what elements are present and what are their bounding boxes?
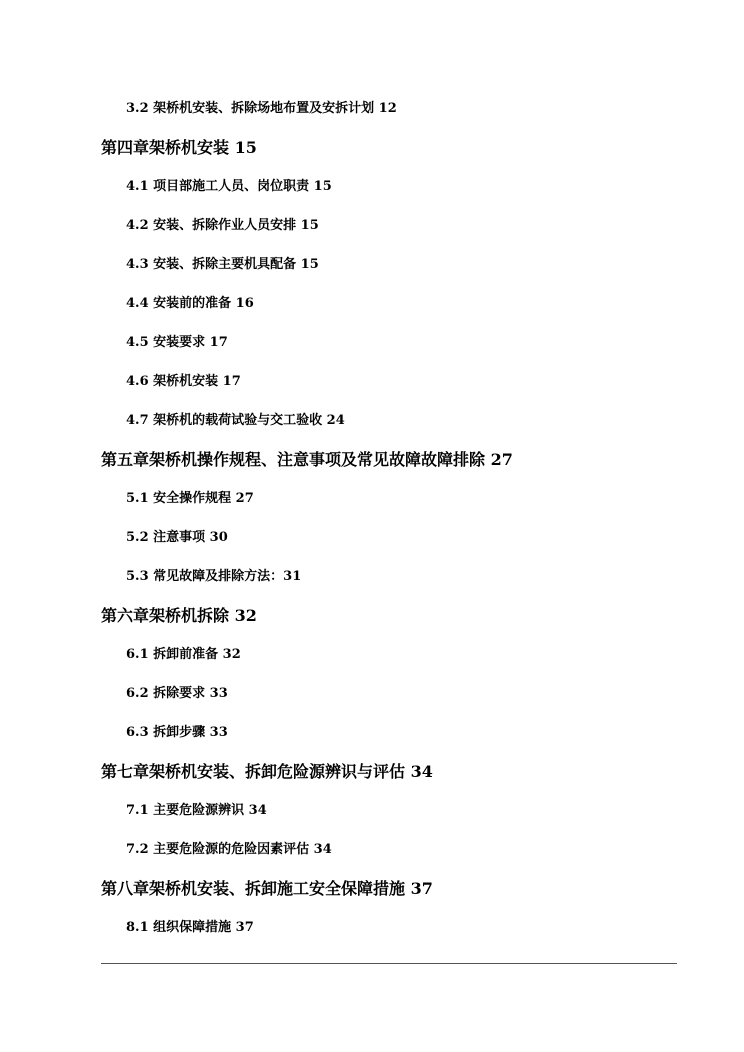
toc-entry-6-3[interactable]: 6.3 拆卸步骤 33 bbox=[126, 725, 228, 740]
toc-entry-4-7[interactable]: 4.7 架桥机的载荷试验与交工验收 24 bbox=[126, 413, 345, 428]
toc-entry-4-6[interactable]: 4.6 架桥机安装 17 bbox=[126, 374, 241, 389]
toc-entry-7-2[interactable]: 7.2 主要危险源的危险因素评估 34 bbox=[126, 842, 332, 857]
toc-entry-8-1[interactable]: 8.1 组织保障措施 37 bbox=[126, 920, 254, 935]
toc-chapter-8[interactable]: 第八章架桥机安装、拆卸施工安全保障措施 37 bbox=[101, 879, 433, 898]
toc-entry-4-4[interactable]: 4.4 安装前的准备 16 bbox=[126, 296, 254, 311]
toc-entry-3-2[interactable]: 3.2 架桥机安装、拆除场地布置及安拆计划 12 bbox=[126, 101, 397, 116]
toc-entry-5-3[interactable]: 5.3 常见故障及排除方法：31 bbox=[126, 569, 302, 584]
toc-entry-5-2[interactable]: 5.2 注意事项 30 bbox=[126, 530, 228, 545]
toc-entry-7-1[interactable]: 7.1 主要危险源辨识 34 bbox=[126, 803, 267, 818]
toc-entry-5-1[interactable]: 5.1 安全操作规程 27 bbox=[126, 491, 254, 506]
toc-chapter-6[interactable]: 第六章架桥机拆除 32 bbox=[101, 606, 257, 625]
toc-entry-6-2[interactable]: 6.2 拆除要求 33 bbox=[126, 686, 228, 701]
toc-entry-4-3[interactable]: 4.3 安装、拆除主要机具配备 15 bbox=[126, 257, 319, 272]
toc-chapter-5[interactable]: 第五章架桥机操作规程、注意事项及常见故障故障排除 27 bbox=[101, 450, 513, 469]
toc-entry-4-2[interactable]: 4.2 安装、拆除作业人员安排 15 bbox=[126, 218, 319, 233]
toc-entry-4-1[interactable]: 4.1 项目部施工人员、岗位职责 15 bbox=[126, 179, 332, 194]
footer-divider bbox=[101, 963, 677, 964]
toc-chapter-7[interactable]: 第七章架桥机安装、拆卸危险源辨识与评估 34 bbox=[101, 762, 433, 781]
toc-entry-6-1[interactable]: 6.1 拆卸前准备 32 bbox=[126, 647, 241, 662]
toc-entry-4-5[interactable]: 4.5 安装要求 17 bbox=[126, 335, 228, 350]
toc-chapter-4[interactable]: 第四章架桥机安装 15 bbox=[101, 138, 257, 157]
